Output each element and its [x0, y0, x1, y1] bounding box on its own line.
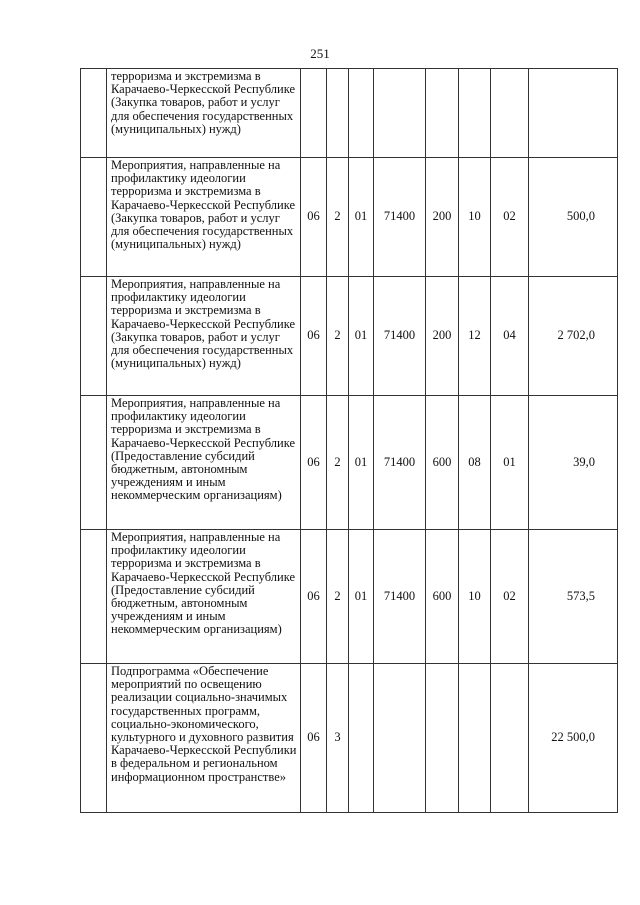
code-cell: 2: [327, 530, 349, 664]
table-row: [81, 277, 618, 396]
row-name: Мероприятия, направленные на профилактику идеологии терроризма и экстремизма в Карачаево-Черкесской Республике (Предоставление субсидий бюджетным, автономным учреждениям и иным некоммерческим организациям): [107, 530, 301, 664]
code-cell: [374, 69, 426, 158]
code-cell: [327, 69, 349, 158]
budget-table: [80, 68, 618, 813]
amount-cell: [529, 69, 618, 158]
code-cell: 02: [491, 530, 529, 664]
code-cell: [301, 69, 327, 158]
blank-cell: [81, 277, 107, 396]
code-cell: 71400: [374, 396, 426, 530]
blank-cell: [81, 158, 107, 277]
code-cell: 06: [301, 277, 327, 396]
code-cell: 10: [459, 158, 491, 277]
blank-cell: [81, 664, 107, 813]
table-row: [81, 530, 618, 664]
code-cell: 200: [426, 277, 459, 396]
code-cell: 2: [327, 277, 349, 396]
table-row: [81, 396, 618, 530]
amount-cell: 2 702,0: [529, 277, 618, 396]
code-cell: 12: [459, 277, 491, 396]
code-cell: 08: [459, 396, 491, 530]
table-row: [81, 69, 618, 158]
row-name: Мероприятия, направленные на профилактику идеологии терроризма и экстремизма в Карачаево-Черкесской Республике (Закупка товаров, работ и услуг для обеспечения государственных (муниципальных) нужд): [107, 158, 301, 277]
blank-cell: [81, 530, 107, 664]
row-name: Мероприятия, направленные на профилактику идеологии терроризма и экстремизма в Карачаево-Черкесской Республике (Закупка товаров, работ и услуг для обеспечения государственных (муниципальных) нужд): [107, 277, 301, 396]
amount-cell: 500,0: [529, 158, 618, 277]
code-cell: [491, 664, 529, 813]
code-cell: 06: [301, 664, 327, 813]
code-cell: 2: [327, 158, 349, 277]
code-cell: 02: [491, 158, 529, 277]
code-cell: [491, 69, 529, 158]
code-cell: 01: [491, 396, 529, 530]
code-cell: [374, 664, 426, 813]
code-cell: [459, 69, 491, 158]
table-row: [81, 664, 618, 813]
page-number: 251: [310, 46, 330, 61]
code-cell: 600: [426, 396, 459, 530]
blank-cell: [81, 396, 107, 530]
code-cell: 01: [349, 396, 374, 530]
amount-cell: 573,5: [529, 530, 618, 664]
code-cell: 01: [349, 530, 374, 664]
code-cell: 06: [301, 396, 327, 530]
code-cell: [349, 664, 374, 813]
code-cell: 3: [327, 664, 349, 813]
code-cell: 10: [459, 530, 491, 664]
row-name: Мероприятия, направленные на профилактику идеологии терроризма и экстремизма в Карачаево-Черкесской Республике (Предоставление субсидий бюджетным, автономным учреждениям и иным некоммерческим организациям): [107, 396, 301, 530]
code-cell: [349, 69, 374, 158]
code-cell: 06: [301, 158, 327, 277]
code-cell: 2: [327, 396, 349, 530]
code-cell: 71400: [374, 158, 426, 277]
row-name: Подпрограмма «Обеспечение мероприятий по освещению реализации социально-значимых государственных программ, социально-экономического, культурного и духовного развития Карачаево-Черкесской Республики в федеральном и региональном информационном пространстве»: [107, 664, 301, 813]
table-row: [81, 158, 618, 277]
code-cell: 01: [349, 158, 374, 277]
code-cell: [459, 664, 491, 813]
row-name: терроризма и экстремизма в Карачаево-Черкесской Республике (Закупка товаров, работ и услуг для обеспечения государственных (муниципальных) нужд): [107, 69, 301, 158]
code-cell: 01: [349, 277, 374, 396]
code-cell: 200: [426, 158, 459, 277]
amount-cell: 22 500,0: [529, 664, 618, 813]
code-cell: 06: [301, 530, 327, 664]
code-cell: 71400: [374, 277, 426, 396]
code-cell: 71400: [374, 530, 426, 664]
code-cell: [426, 69, 459, 158]
amount-cell: 39,0: [529, 396, 618, 530]
code-cell: 04: [491, 277, 529, 396]
code-cell: 600: [426, 530, 459, 664]
blank-cell: [81, 69, 107, 158]
code-cell: [426, 664, 459, 813]
